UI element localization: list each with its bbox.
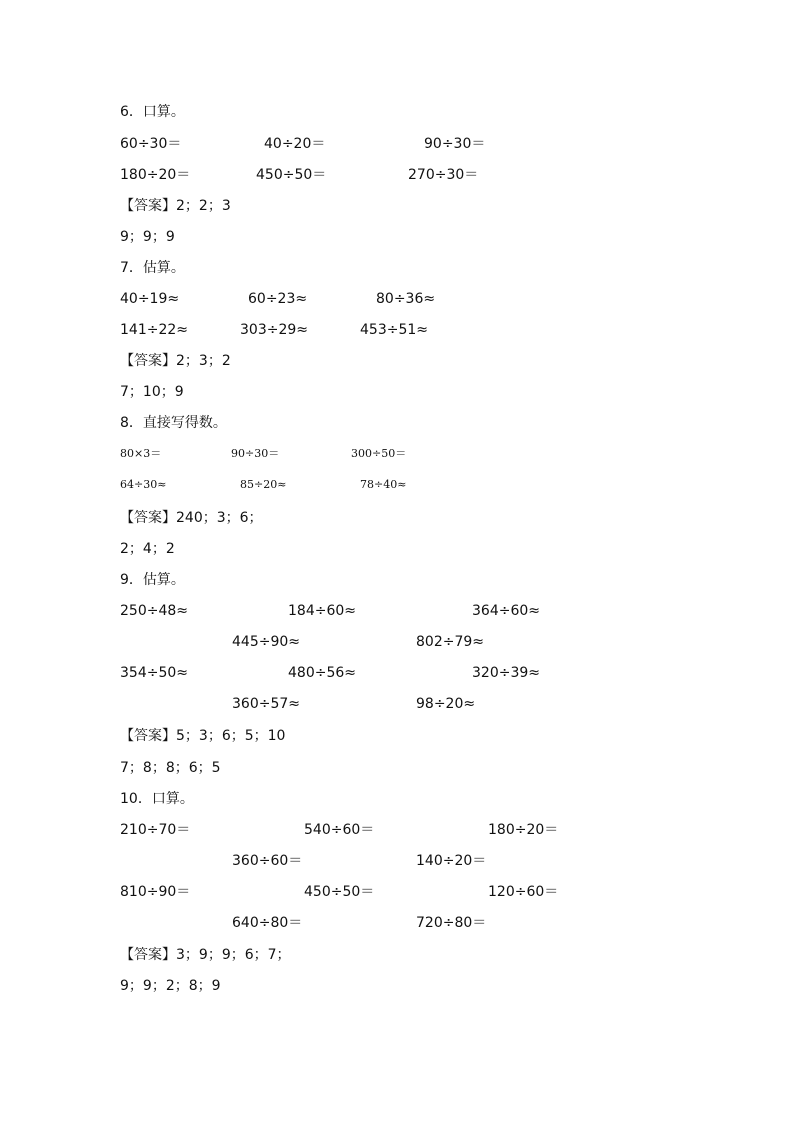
q8-answer-line — [0, 506, 794, 530]
q8-item: 80×3＝ — [120, 447, 162, 460]
q9-heading: 9．估算。 — [120, 572, 185, 588]
q7-answer-cont: 7；10；9 — [120, 384, 184, 400]
q10-item: 210÷70＝ — [120, 822, 191, 838]
q10-answer: 【答案】3；9；9；6；7； — [120, 947, 291, 963]
q7-item: 303÷29≈ — [240, 322, 308, 338]
q8-item: 85÷20≈ — [240, 478, 287, 491]
q7-item: 40÷19≈ — [120, 291, 180, 307]
q10-heading-line — [0, 787, 794, 811]
q10-row1 — [0, 818, 794, 842]
q7-item: 60÷23≈ — [248, 291, 308, 307]
q9-answer-line-2 — [0, 756, 794, 780]
q9-item: 354÷50≈ — [120, 665, 188, 681]
q9-item: 445÷90≈ — [232, 634, 300, 650]
q7-item: 80÷36≈ — [376, 291, 436, 307]
q8-answer-line-2 — [0, 537, 794, 561]
q8-heading-line — [0, 411, 794, 435]
q6-answer-line — [0, 194, 794, 218]
q6-item: 270÷30＝ — [408, 167, 479, 183]
q8-answer-cont: 2；4；2 — [120, 541, 175, 557]
q10-item: 120÷60＝ — [488, 884, 559, 900]
q7-answer: 【答案】2；3；2 — [120, 353, 231, 369]
q6-row2 — [0, 163, 794, 187]
q10-item: 360÷60＝ — [232, 853, 303, 869]
q6-answer-line-2 — [0, 225, 794, 249]
q6-item: 40÷20＝ — [264, 136, 326, 152]
q9-row1 — [0, 599, 794, 623]
q10-answer-cont: 9；9；2；8；9 — [120, 978, 221, 994]
q9-item: 360÷57≈ — [232, 696, 300, 712]
q9-item: 98÷20≈ — [416, 696, 476, 712]
q6-item: 90÷30＝ — [424, 136, 486, 152]
q9-heading-line — [0, 568, 794, 592]
q7-heading-line — [0, 256, 794, 280]
q9-row4 — [0, 692, 794, 716]
q10-item: 810÷90＝ — [120, 884, 191, 900]
q7-row1 — [0, 287, 794, 311]
q7-heading: 7．估算。 — [120, 260, 185, 276]
q6-answer: 【答案】2；2；3 — [120, 198, 231, 214]
q8-heading: 8．直接写得数。 — [120, 415, 227, 431]
q7-answer-line-2 — [0, 380, 794, 404]
q8-item: 78÷40≈ — [360, 478, 407, 491]
q10-item: 640÷80＝ — [232, 915, 303, 931]
q6-answer-cont: 9；9；9 — [120, 229, 175, 245]
q9-item: 250÷48≈ — [120, 603, 188, 619]
q10-item: 540÷60＝ — [304, 822, 375, 838]
q9-item: 184÷60≈ — [288, 603, 356, 619]
q10-item: 180÷20＝ — [488, 822, 559, 838]
q10-row4 — [0, 911, 794, 935]
q6-item: 450÷50＝ — [256, 167, 327, 183]
q8-row1 — [0, 442, 794, 466]
q6-heading-line — [0, 100, 794, 124]
q10-answer-line-2 — [0, 974, 794, 998]
q9-item: 480÷56≈ — [288, 665, 356, 681]
q9-answer-line — [0, 724, 794, 748]
q9-row3 — [0, 661, 794, 685]
q9-row2 — [0, 630, 794, 654]
q8-item: 300÷50＝ — [351, 447, 407, 460]
q10-heading: 10．口算。 — [120, 791, 194, 807]
q10-item: 720÷80＝ — [416, 915, 487, 931]
q8-item: 64÷30≈ — [120, 478, 167, 491]
q6-row1 — [0, 132, 794, 156]
q8-row2 — [0, 473, 794, 497]
q9-answer-cont: 7；8；8；6；5 — [120, 760, 221, 776]
q7-item: 141÷22≈ — [120, 322, 188, 338]
q9-answer: 【答案】5；3；6；5；10 — [120, 728, 286, 744]
q7-answer-line — [0, 349, 794, 373]
q6-item: 60÷30＝ — [120, 136, 182, 152]
q10-row2 — [0, 849, 794, 873]
q9-item: 320÷39≈ — [472, 665, 540, 681]
q8-item: 90÷30＝ — [231, 447, 280, 460]
q6-heading: 6．口算。 — [120, 104, 185, 120]
q10-item: 450÷50＝ — [304, 884, 375, 900]
q10-item: 140÷20＝ — [416, 853, 487, 869]
q10-row3 — [0, 880, 794, 904]
q10-answer-line — [0, 943, 794, 967]
q6-item: 180÷20＝ — [120, 167, 191, 183]
q9-item: 364÷60≈ — [472, 603, 540, 619]
q7-row2 — [0, 318, 794, 342]
q9-item: 802÷79≈ — [416, 634, 484, 650]
q8-answer: 【答案】240；3；6； — [120, 510, 263, 526]
q7-item: 453÷51≈ — [360, 322, 428, 338]
